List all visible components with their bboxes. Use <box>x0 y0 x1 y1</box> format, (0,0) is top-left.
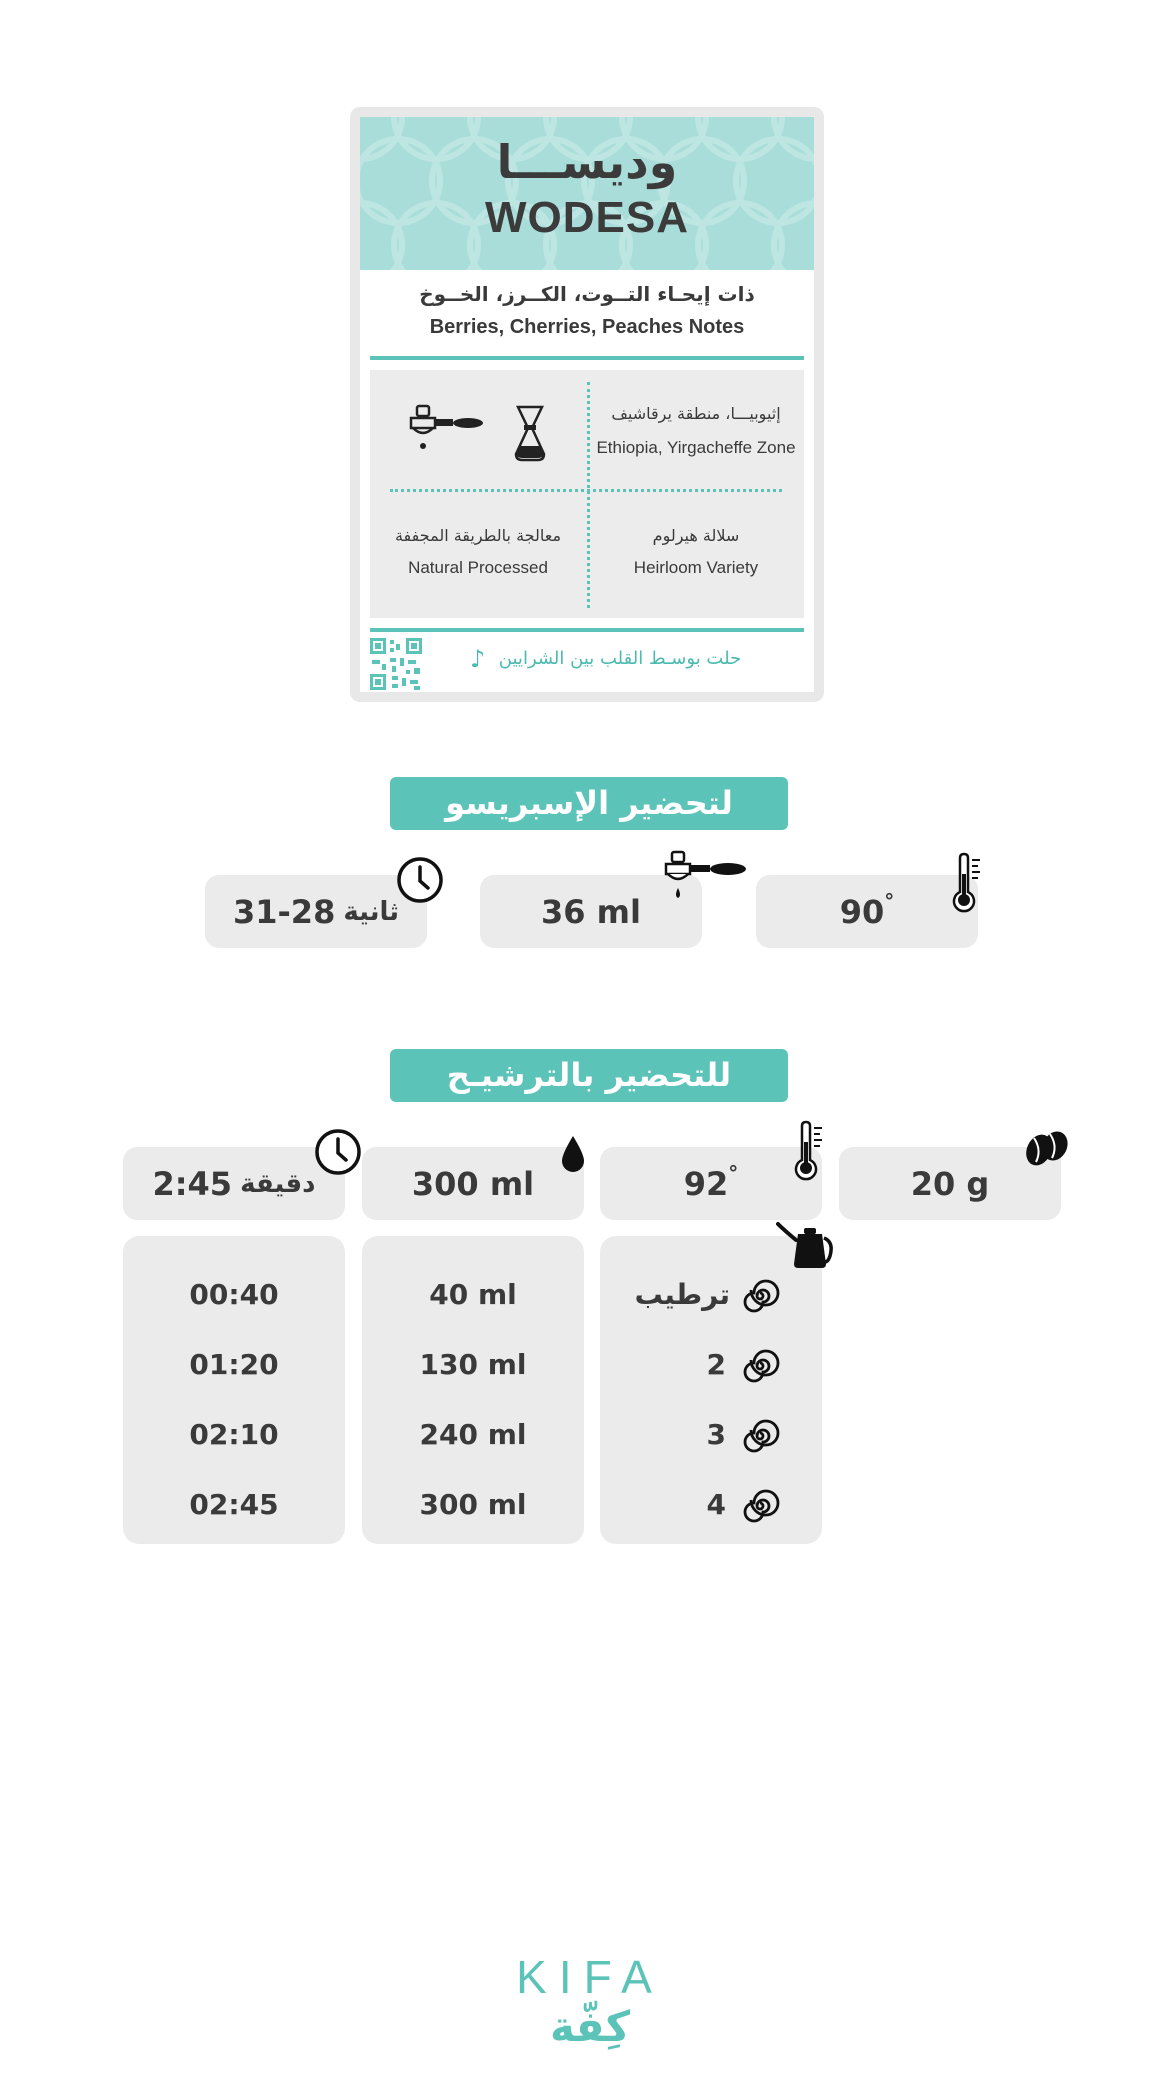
filter-temperature-pill <box>600 1147 822 1220</box>
filter-time-value: 2:45 <box>152 1164 233 1203</box>
pour-step-label: ترطيب <box>634 1278 730 1311</box>
pour-amount: 240 ml <box>419 1418 527 1451</box>
origin-arabic: إثيوبيـــا، منطقة يرقاشيف <box>611 404 781 423</box>
espresso-time-pill <box>205 875 427 948</box>
variety-english: Heirloom Variety <box>633 558 759 577</box>
filter-dose-value: 20 g <box>910 1164 990 1203</box>
pour-amount: 130 ml <box>419 1348 527 1381</box>
pour-time: 01:20 <box>189 1348 279 1381</box>
water-drop-icon <box>560 1134 586 1174</box>
filter-water-value: 300 ml <box>411 1164 535 1203</box>
pour-time: 00:40 <box>189 1278 279 1311</box>
spiral-pour-icon <box>740 1416 780 1456</box>
espresso-portafilter-icon <box>408 404 484 462</box>
tasting-notes-english: Berries, Cherries, Peaches Notes <box>429 316 745 338</box>
coffee-beans-icon <box>1024 1128 1070 1170</box>
espresso-section-title: لتحضير الإسبريسو <box>390 777 788 830</box>
coffee-name-english: WODESA <box>485 193 689 242</box>
process-english: Natural Processed <box>408 558 548 577</box>
pour-time: 02:45 <box>189 1488 279 1521</box>
clock-icon <box>314 1128 362 1176</box>
filter-section-title: للتحضير بالترشيـح <box>390 1049 788 1102</box>
espresso-time-unit: ثانية <box>343 896 399 927</box>
brand-logo-latin: KIFA <box>516 1951 664 2003</box>
filter-time-pill <box>123 1147 345 1220</box>
origin-english: Ethiopia, Yirgacheffe Zone <box>596 438 796 457</box>
coffee-name-arabic: وديســـا <box>496 135 678 189</box>
qr-code-icon <box>370 638 422 690</box>
filter-time-unit: دقيقة <box>240 1168 316 1199</box>
variety-arabic: سلالة هيرلوم <box>652 526 740 545</box>
pour-amount: 40 ml <box>429 1278 517 1311</box>
thermometer-icon <box>950 852 984 914</box>
thermometer-icon <box>792 1120 826 1182</box>
espresso-yield-value: 36 ml <box>541 892 641 931</box>
espresso-temperature-value: 90 <box>839 892 885 931</box>
espresso-portafilter-icon <box>664 850 748 914</box>
degree-symbol: ° <box>884 889 895 913</box>
pour-step-label: 4 <box>706 1488 726 1521</box>
degree-symbol: ° <box>728 1161 739 1185</box>
info-horizontal-divider <box>390 489 782 492</box>
espresso-time-value: 31-28 <box>232 892 336 931</box>
tasting-notes-arabic: ذات إيحـاء التــوت، الكــرز، الخــوخ <box>419 282 755 306</box>
divider <box>370 628 804 632</box>
pour-step-label: 2 <box>706 1348 726 1381</box>
chemex-icon <box>510 404 550 462</box>
pour-over-kettle-icon <box>776 1220 836 1272</box>
pour-amount: 300 ml <box>419 1488 527 1521</box>
filter-water-pill <box>362 1147 584 1220</box>
clock-icon <box>396 856 444 904</box>
spiral-pour-icon <box>740 1276 780 1316</box>
divider <box>370 356 804 360</box>
music-note-icon: ♪ <box>470 645 486 673</box>
pour-step-label: 3 <box>706 1418 726 1451</box>
filter-temperature-value: 92 <box>683 1164 729 1203</box>
slogan: حلت بوسـط القلب بين الشرايين <box>498 648 742 669</box>
spiral-pour-icon <box>740 1346 780 1386</box>
brand-logo-arabic: كِفّة <box>549 2002 631 2051</box>
pour-time: 02:10 <box>189 1418 279 1451</box>
spiral-pour-icon <box>740 1486 780 1526</box>
espresso-temperature-pill <box>756 875 978 948</box>
process-arabic: معالجة بالطريقة المجففة <box>394 526 562 545</box>
